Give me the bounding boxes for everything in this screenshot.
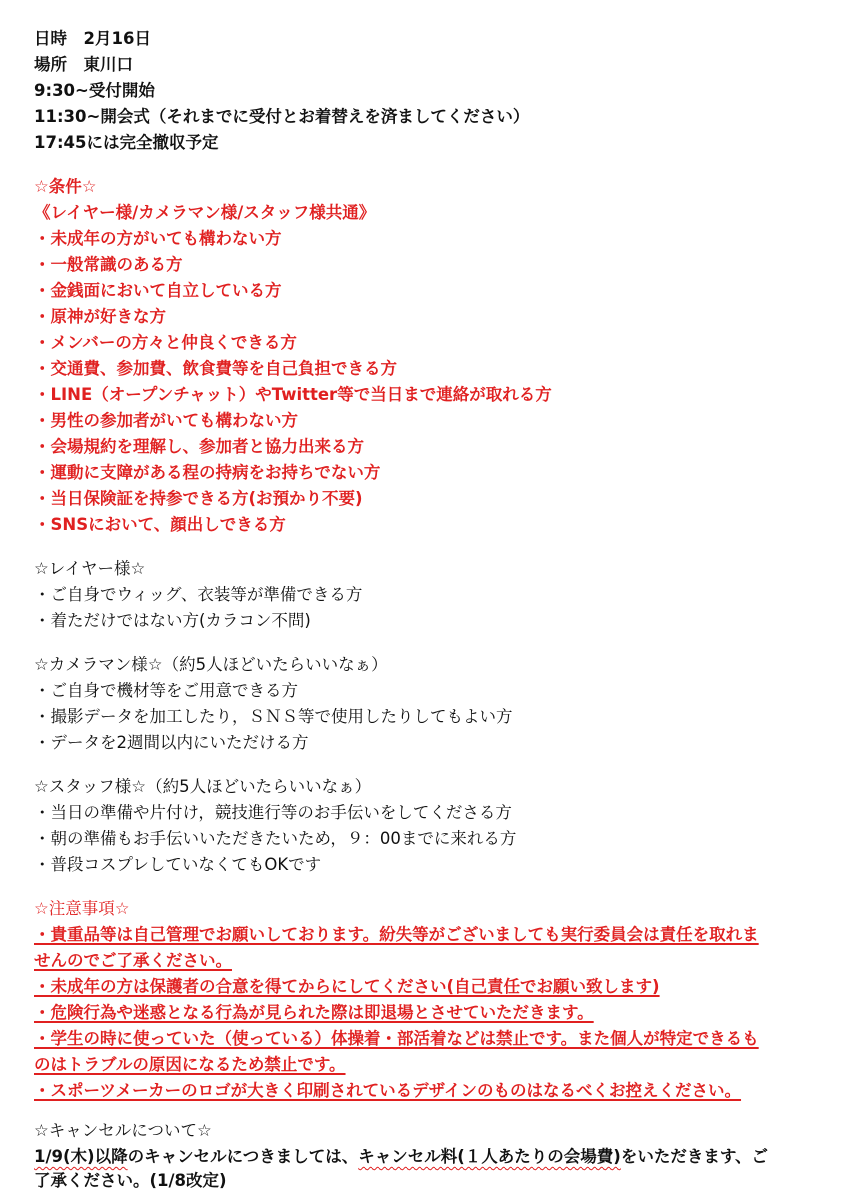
opening-time: 11:30~開会式（それまでに受付とお着替えを済ましてください） (34, 107, 530, 126)
layer-heading: ☆レイヤー様☆ (34, 559, 146, 578)
condition-item: ・SNSにおいて、顔出しできる方 (34, 515, 286, 534)
condition-item: ・当日保険証を持参できる方(お預かり不要) (34, 489, 363, 508)
condition-item: ・LINE（オープンチャット）やTwitter等で当日まで連絡が取れる方 (34, 385, 552, 404)
condition-item: ・男性の参加者がいても構わない方 (34, 411, 298, 430)
cancel-policy-line (34, 1146, 768, 1168)
camera-heading: ☆カメラマン様☆（約5人ほどいたらいいなぁ） (34, 655, 388, 674)
note-line: ・スポーツメーカーのロゴが大きく印刷されているデザインのものはなるべくお控えください。 (34, 1081, 742, 1100)
layer-item: ・着ただけではない方(カラコン不問) (34, 611, 311, 630)
cancel-fee: キャンセル料(１人あたりの会場費) (358, 1147, 621, 1166)
note-line: ・未成年の方は保護者の合意を得てからにしてください(自己責任でお願い致します) (34, 977, 660, 996)
cancel-text-end: をいただきます、ご (620, 1147, 769, 1166)
condition-item: ・一般常識のある方 (34, 255, 183, 274)
note-line: ・危険行為や迷惑となる行為が見られた際は即退場とさせていただきます。 (34, 1003, 594, 1022)
note-line: のはトラブルの原因になるため禁止です。 (34, 1055, 346, 1074)
note-line: ・学生の時に使っていた（使っている）体操着・部活着などは禁止です。また個人が特定できるも (34, 1029, 759, 1048)
condition-item: ・交通費、参加費、飲食費等を自己負担できる方 (34, 359, 397, 378)
cancel-text: のキャンセルにつきましては、 (127, 1147, 359, 1166)
layer-item: ・ご自身でウィッグ、衣装等が準備できる方 (34, 585, 363, 604)
staff-heading: ☆スタッフ様☆（約5人ほどいたらいいなぁ） (34, 777, 372, 796)
condition-item: ・金銭面において自立している方 (34, 281, 282, 300)
reception-time: 9:30~受付開始 (34, 81, 155, 100)
cancel-date: 1/9(木)以降 (34, 1147, 128, 1166)
notes-heading: ☆注意事項☆ (34, 899, 130, 918)
condition-item: ・原神が好きな方 (34, 307, 166, 326)
condition-item: ・未成年の方がいても構わない方 (34, 229, 282, 248)
camera-item: ・ご自身で機材等をご用意できる方 (34, 681, 298, 700)
event-place: 場所 東川口 (34, 55, 133, 74)
condition-item: ・運動に支障がある程の持病をお持ちでない方 (34, 463, 381, 482)
note-line: せんのでご了承ください。 (34, 951, 232, 970)
camera-item: ・撮影データを加工したり，ＳＮＳ等で使用したりしてもよい方 (34, 707, 513, 726)
condition-item: ・メンバーの方々と仲良くできる方 (34, 333, 297, 352)
camera-item: ・データを2週間以内にいただける方 (34, 733, 309, 752)
staff-item: ・普段コスプレしていなくてもOKです (34, 855, 322, 874)
conditions-subheading: 《レイヤー様/カメラマン様/スタッフ様共通》 (34, 203, 376, 222)
conditions-heading: ☆条件☆ (34, 177, 97, 196)
cleanup-time: 17:45には完全撤収予定 (34, 133, 219, 152)
note-line: ・貴重品等は自己管理でお願いしております。紛失等がございましても実行委員会は責任を取れま (34, 925, 759, 944)
cancel-policy-line-2: 了承ください。(1/8改定) (34, 1171, 227, 1190)
condition-item: ・会場規約を理解し、参加者と協力出来る方 (34, 437, 364, 456)
event-date: 日時 2月16日 (34, 29, 151, 48)
staff-item: ・朝の準備もお手伝いいただきたいため，９：00までに来れる方 (34, 829, 517, 848)
cancel-heading: ☆キャンセルについて☆ (34, 1121, 212, 1140)
staff-item: ・当日の準備や片付け，競技進行等のお手伝いをしてくださる方 (34, 803, 512, 822)
